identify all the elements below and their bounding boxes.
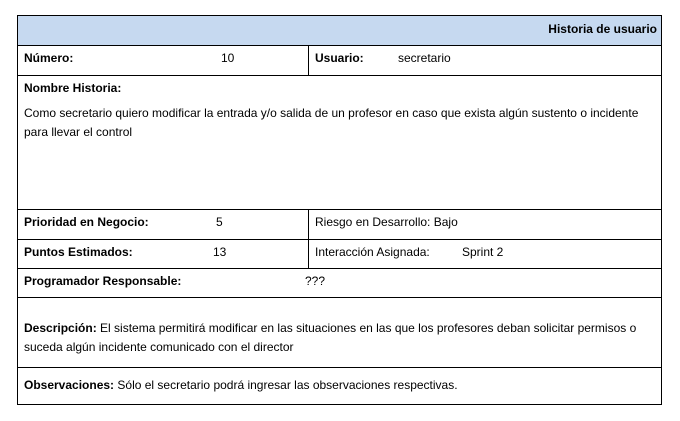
prioridad-label: Prioridad en Negocio:	[24, 215, 149, 229]
riesgo-cell	[308, 210, 661, 239]
riesgo-text: Riesgo en Desarrollo: Bajo	[315, 215, 458, 229]
interaccion-value: Sprint 2	[462, 245, 504, 259]
nombre-historia-text: Como secretario quiero modificar la entrada y/o salida de un profesor en caso que exista algún sustento o incidente para llevar el control	[24, 106, 639, 139]
puntos-label: Puntos Estimados:	[24, 245, 133, 259]
descripcion-label: Descripción:	[24, 321, 97, 335]
usuario-cell	[308, 46, 661, 75]
card-title: Historia de usuario	[548, 22, 657, 36]
row-observaciones	[18, 367, 661, 405]
descripcion-block	[24, 319, 655, 357]
interaccion-cell	[308, 240, 661, 268]
row-prioridad-riesgo	[18, 209, 661, 239]
numero-cell	[18, 46, 308, 75]
row-numero-usuario	[18, 45, 661, 75]
card-header	[18, 16, 661, 45]
interaccion-label: Interacción Asignada:	[315, 245, 430, 259]
observaciones-text: Sólo el secretario podrá ingresar las observaciones respectivas.	[117, 378, 458, 392]
user-story-card	[17, 15, 662, 405]
programador-value: ???	[305, 274, 326, 288]
numero-label: Número:	[24, 51, 74, 65]
nombre-historia-label: Nombre Historia:	[24, 81, 122, 95]
observaciones-label: Observaciones:	[24, 378, 115, 392]
programador-label: Programador Responsable:	[24, 274, 182, 288]
numero-value: 10	[221, 51, 235, 65]
usuario-value: secretario	[398, 51, 451, 65]
prioridad-value: 5	[216, 215, 223, 229]
puntos-value: 13	[213, 245, 227, 259]
row-nombre-historia	[18, 75, 661, 209]
descripcion-text: El sistema permitirá modificar en las situaciones en las que los profesores deban solicitar permisos o suceda algún incidente comunicado con el director	[24, 321, 637, 354]
row-puntos-interaccion	[18, 239, 661, 268]
row-programador	[18, 268, 661, 297]
puntos-cell	[18, 240, 308, 268]
observaciones-block	[24, 376, 655, 395]
prioridad-cell	[18, 210, 308, 239]
row-descripcion	[18, 297, 661, 367]
usuario-label: Usuario:	[315, 51, 364, 65]
